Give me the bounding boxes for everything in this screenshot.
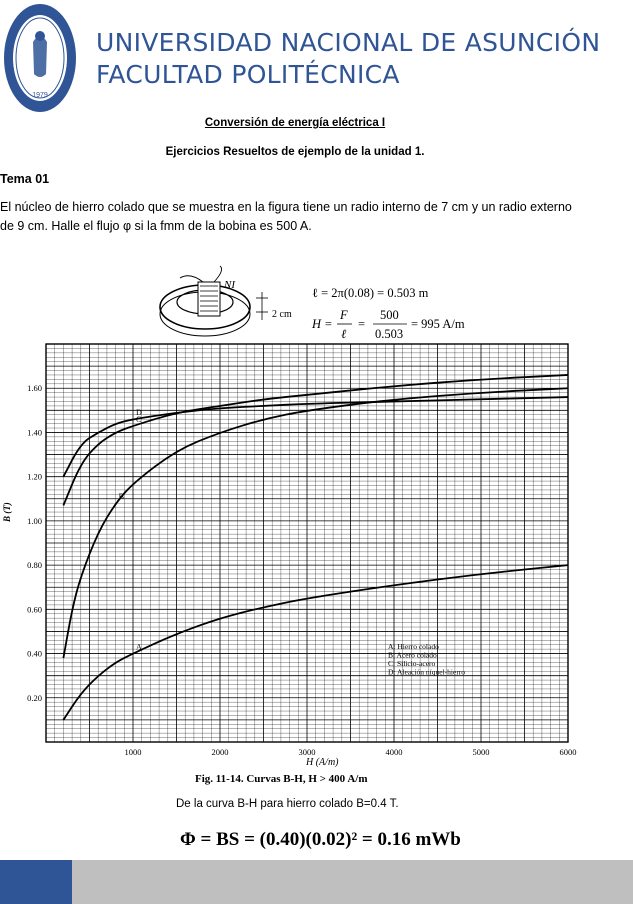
topic-heading: Tema 01 xyxy=(0,172,50,186)
y-tick-label: 0.80 xyxy=(27,560,42,571)
legend-entry: C: Silicio-acero xyxy=(388,659,436,669)
y-tick-label: 1.20 xyxy=(27,471,42,482)
h-eq-lhs: H = xyxy=(312,317,333,331)
h-eq-frac-num: F xyxy=(340,308,348,322)
footer-accent-bar xyxy=(0,860,72,904)
h-eq-equals: = xyxy=(358,317,366,331)
problem-statement xyxy=(0,198,630,236)
dimension-label: 2 cm xyxy=(272,309,292,320)
series-label-D: D xyxy=(136,408,142,418)
y-axis-label: B (T) xyxy=(2,502,12,522)
y-tick-label: 1.40 xyxy=(27,427,42,438)
series-label-A: A xyxy=(136,642,142,652)
figure-caption: Fig. 11-14. Curvas B-H, H > 400 A/m xyxy=(195,773,368,785)
bh-chart xyxy=(2,344,577,785)
result-text: De la curva B-H para hierro colado B=0.4 T. xyxy=(176,798,399,810)
x-tick-label: 2000 xyxy=(211,747,229,757)
y-tick-label: 0.40 xyxy=(27,648,42,659)
x-tick-label: 4000 xyxy=(385,747,403,757)
university-name: UNIVERSIDAD NACIONAL DE ASUNCIÓN xyxy=(96,28,601,57)
y-tick-label: 1.00 xyxy=(27,515,42,526)
h-eq-den: 0.503 xyxy=(375,327,404,341)
problem-line-1: El núcleo de hierro colado que se muestra en la figura tiene un radio interno de 7 cm y un radio externo xyxy=(0,200,572,214)
y-tick-label: 0.20 xyxy=(27,692,42,703)
seal-year: 1979 xyxy=(32,92,48,99)
x-tick-label: 3000 xyxy=(298,747,316,757)
figure-equations xyxy=(311,286,465,341)
series-label-C: C xyxy=(136,414,142,424)
final-equation: Φ = BS = (0.40)(0.02)² = 0.16 mWb xyxy=(180,829,461,850)
course-title: Conversión de energía eléctrica I xyxy=(204,117,386,129)
legend-entry: D: Aleación níquel-hierro xyxy=(388,667,466,677)
length-equation: ℓ = 2π(0.08) = 0.503 m xyxy=(312,286,429,300)
series-label-B: B xyxy=(118,492,124,502)
x-axis-label: H (A/m) xyxy=(306,757,339,768)
h-eq-frac-den: ℓ xyxy=(341,327,347,341)
problem-line-2: de 9 cm. Halle el flujo φ si la fmm de la bobina es 500 A. xyxy=(0,219,312,233)
h-eq-rhs: = 995 A/m xyxy=(411,317,465,331)
x-tick-label: 1000 xyxy=(124,747,142,757)
faculty-name: FACULTAD POLITÉCNICA xyxy=(96,60,400,89)
legend-entry: A: Hierro colado xyxy=(388,642,439,652)
y-tick-label: 0.60 xyxy=(27,604,42,615)
x-tick-label: 5000 xyxy=(472,747,490,757)
x-tick-label: 6000 xyxy=(559,747,577,757)
toroid-drawing xyxy=(160,266,292,336)
bh-figure xyxy=(0,262,633,788)
coil-label: NI xyxy=(224,279,235,291)
y-tick-label: 1.60 xyxy=(27,383,42,394)
h-eq-num: 500 xyxy=(380,308,399,322)
footer-bar xyxy=(72,860,633,904)
legend-entry: B: Acero colado xyxy=(388,650,437,660)
document-subtitle: Ejercicios Resueltos de ejemplo de la unidad 1. xyxy=(165,146,425,158)
university-seal xyxy=(2,2,78,114)
